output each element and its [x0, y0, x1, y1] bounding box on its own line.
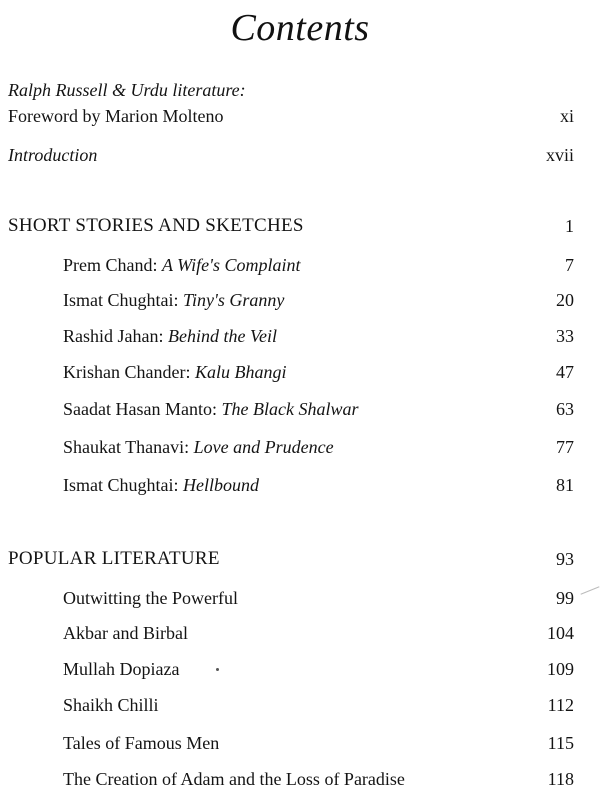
entry-title: Akbar and Birbal [63, 623, 188, 643]
entry-title: Tales of Famous Men [63, 733, 220, 753]
entry-title: A Wife's Complaint [162, 255, 301, 275]
entry-author: Saadat Hasan Manto: [63, 399, 222, 419]
section-title: POPULAR LITERATURE [8, 548, 220, 569]
entry-title: The Creation of Adam and the Loss of Paradise [63, 769, 405, 789]
entry-author: Rashid Jahan: [63, 326, 168, 346]
toc-entry[interactable] [0, 470, 600, 500]
entry-page: 63 [556, 399, 574, 419]
toc-entry-introduction[interactable] [0, 140, 600, 170]
foreword-page: xi [559, 106, 574, 126]
section-heading-short-stories[interactable] [0, 211, 600, 241]
entry-title: Mullah Dopiaza [63, 659, 180, 679]
toc-entry[interactable] [0, 250, 600, 280]
foreword-line2: Foreword by Marion Molteno [8, 106, 224, 126]
entry-page: 115 [547, 733, 574, 753]
entry-page: 47 [556, 362, 574, 382]
entry-page: 20 [556, 290, 574, 310]
entry-text [63, 470, 259, 500]
entry-page: 99 [556, 588, 574, 608]
entry-author: Prem Chand: [63, 255, 162, 275]
entry-text [63, 250, 301, 280]
entry-title: Behind the Veil [168, 326, 277, 346]
entry-text [63, 321, 277, 351]
toc-entry[interactable] [0, 285, 600, 315]
introduction-page: xvii [545, 145, 574, 165]
entry-author: Ismat Chughtai: [63, 290, 183, 310]
foreword-line1: Ralph Russell & Urdu literature: [8, 80, 246, 100]
entry-author: Krishan Chander: [63, 362, 195, 382]
toc-entry[interactable] [0, 690, 600, 720]
toc-entry[interactable] [0, 764, 600, 794]
entry-title: Tiny's Granny [183, 290, 285, 310]
entry-page: 109 [547, 659, 574, 679]
introduction-title: Introduction [8, 145, 98, 165]
entry-title: The Black Shalwar [221, 399, 359, 419]
entry-text [63, 432, 334, 462]
section-title: SHORT STORIES AND SKETCHES [8, 215, 304, 236]
entry-author: Shaukat Thanavi: [63, 437, 194, 457]
toc-entry[interactable] [0, 357, 600, 387]
section-heading-popular-literature[interactable] [0, 544, 600, 574]
toc-entry-foreword[interactable] [0, 101, 600, 131]
entry-text [63, 357, 286, 387]
entry-page: 112 [547, 695, 574, 715]
entry-page: 81 [556, 475, 574, 495]
entry-title: Hellbound [183, 475, 259, 495]
toc-entry[interactable] [0, 728, 600, 758]
entry-page: 7 [565, 255, 574, 275]
entry-text [63, 394, 358, 424]
entry-page: 33 [556, 326, 574, 346]
entry-page: 77 [556, 437, 574, 457]
section-page: 93 [556, 549, 574, 569]
entry-page: 104 [547, 623, 574, 643]
entry-title: Love and Prudence [193, 437, 334, 457]
entry-author: Ismat Chughtai: [63, 475, 183, 495]
entry-title: Shaikh Chilli [63, 695, 159, 715]
toc-entry[interactable] [0, 618, 600, 648]
toc-entry[interactable] [0, 321, 600, 351]
toc-entry[interactable] [0, 394, 600, 424]
toc-entry[interactable] [0, 432, 600, 462]
entry-page: 118 [547, 769, 574, 789]
entry-text [63, 285, 284, 315]
entry-title: Outwitting the Powerful [63, 588, 238, 608]
toc-entry[interactable] [0, 654, 600, 684]
toc-entry[interactable] [0, 583, 600, 613]
section-page: 1 [565, 216, 574, 236]
page-title: Contents [230, 7, 370, 49]
entry-title: Kalu Bhangi [194, 362, 287, 382]
